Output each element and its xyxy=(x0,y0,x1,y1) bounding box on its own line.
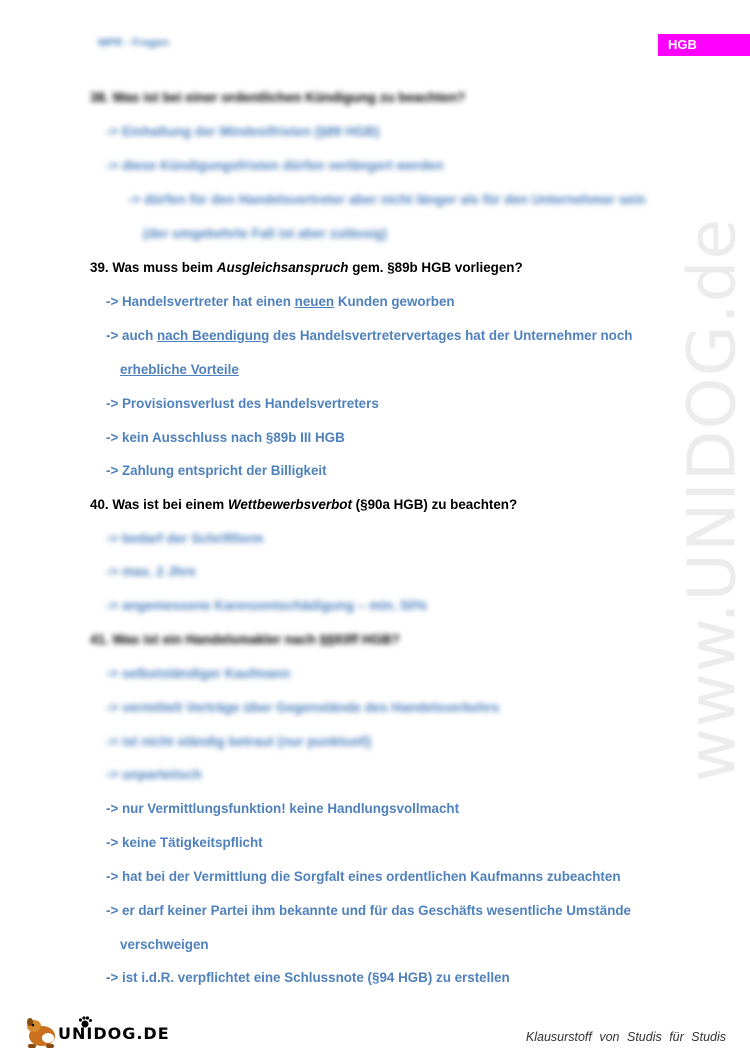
answer-40-1: -> bedarf der Schriftform xyxy=(106,531,264,546)
unidog-logo xyxy=(22,1014,172,1050)
answer-39-3-underline: erhebliche Vorteile xyxy=(120,362,239,377)
answer-39-5: -> kein Ausschluss nach §89b III HGB xyxy=(106,430,345,445)
footer-tagline: Klausurstoff von Studis für Studis xyxy=(525,1030,726,1044)
answer-39-1 xyxy=(106,294,455,309)
answer-39-2-post: des Handelsvertretervertages hat der Unternehmer noch xyxy=(269,328,633,343)
question-38: 38. Was ist bei einer ordentlichen Kündigung zu beachten? xyxy=(90,90,466,105)
answer-39-4: -> Provisionsverlust des Handelsvertreters xyxy=(106,396,379,411)
question-39 xyxy=(90,260,523,275)
answer-41-1: -> selbstständiger Kaufmann xyxy=(106,666,291,681)
question-39-prefix: 39. Was muss beim xyxy=(90,260,217,275)
answer-39-2-cont xyxy=(120,362,239,377)
question-40-suffix: (§90a HGB) zu beachten? xyxy=(351,497,518,512)
answer-41-3: -> ist nicht ständig betraut (nur punktuell) xyxy=(106,734,372,749)
question-41: 41. Was ist ein Handelsmakler nach §§93ff HGB? xyxy=(90,632,400,647)
answer-40-2: -> max. 2 Jhre xyxy=(106,564,196,579)
subject-badge: HGB xyxy=(658,34,750,56)
question-40-emph: Wettbewerbsverbot xyxy=(227,497,352,512)
answer-40-3: -> angemessene Karenzentschädigung – min. 50% xyxy=(106,598,428,613)
answer-41-8: -> er darf keiner Partei ihm bekannte und für das Geschäfts wesentliche Umstände xyxy=(106,903,632,918)
question-39-suffix: gem. §89b HGB vorliegen? xyxy=(348,260,523,275)
answer-38-4: (der umgekehrte Fall ist aber zulässig) xyxy=(143,226,388,241)
answer-39-1-underline: neuen xyxy=(294,294,335,309)
answer-39-6: -> Zahlung entspricht der Billigkeit xyxy=(106,463,327,478)
header-title: MPR - Fragen xyxy=(98,37,169,49)
answer-38-3: -> dürfen für den Handelsvertreter aber nicht länger als für den Unternehmer sein xyxy=(128,192,646,207)
answer-41-2: -> vermittelt Verträge über Gegenstände des Handelsverkehrs xyxy=(106,700,500,715)
answer-41-10: -> ist i.d.R. verpflichtet eine Schlussnote (§94 HGB) zu erstellen xyxy=(106,970,510,985)
answer-39-2-underline: nach Beendigung xyxy=(156,328,270,343)
answer-38-2: -> diese Kündigungsfristen dürfen verlängert werden xyxy=(106,158,444,173)
answer-39-2 xyxy=(106,328,633,343)
answer-41-4: -> unparteiisch xyxy=(106,767,202,782)
answer-39-2-pre: -> auch xyxy=(106,328,157,343)
question-40 xyxy=(90,497,517,512)
dog-icon xyxy=(22,1014,62,1050)
answer-41-5: -> nur Vermittlungsfunktion! keine Handlungsvollmacht xyxy=(106,801,460,816)
answer-41-8-cont: verschweigen xyxy=(120,937,209,952)
answer-39-1-pre: -> Handelsvertreter hat einen xyxy=(106,294,295,309)
question-40-prefix: 40. Was ist bei einem xyxy=(90,497,228,512)
watermark: www.UNIDOG.de xyxy=(673,217,750,783)
answer-39-1-post: Kunden geworben xyxy=(334,294,455,309)
logo-text: UNIDOG.DE xyxy=(58,1024,170,1043)
answer-38-1: -> Einhaltung der Mindestfristen (§89 HGB) xyxy=(106,124,380,139)
answer-41-6: -> keine Tätigkeitspflicht xyxy=(106,835,263,850)
question-39-emph: Ausgleichsanspruch xyxy=(216,260,349,275)
answer-41-7: -> hat bei der Vermittlung die Sorgfalt eines ordentlichen Kaufmanns zubeachten xyxy=(106,869,621,884)
